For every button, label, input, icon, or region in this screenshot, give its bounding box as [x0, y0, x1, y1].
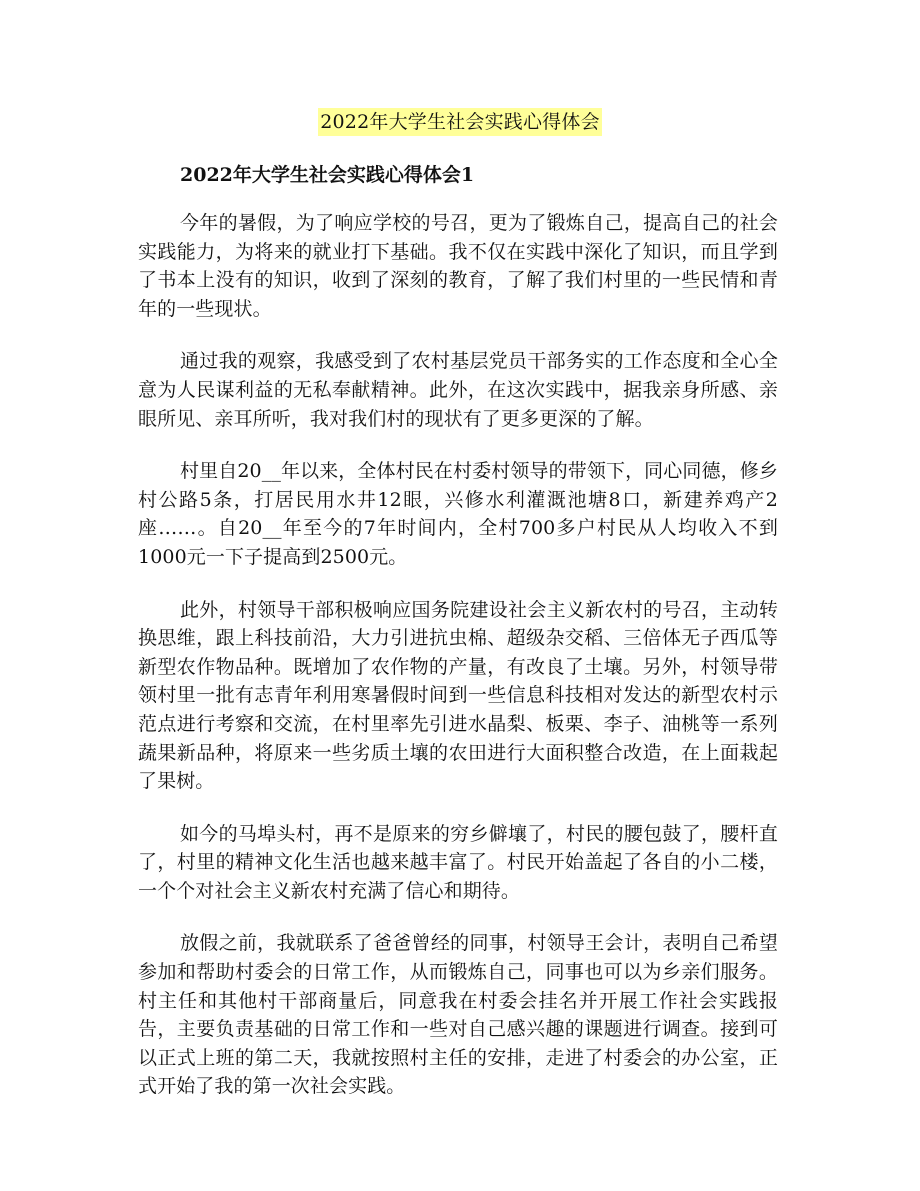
section-heading: 2022年大学生社会实践心得体会1 [180, 164, 475, 186]
body-text [138, 209, 778, 1125]
document-title-wrap [0, 108, 920, 136]
paragraph-1: 今年的暑假，为了响应学校的号召，更为了锻炼自己，提高自己的社会实践能力，为将来的就业打下基础。我不仅在实践中深化了知识，而且学到了书本上没有的知识，收到了深刻的教育，了解了我们村里的一些民情和青年的一些现状。 [138, 212, 778, 320]
paragraph-2: 通过我的观察，我感受到了农村基层党员干部务实的工作态度和全心全意为人民谋利益的无私奉献精神。此外，在这次实践中，据我亲身所感、亲眼所见、亲耳所听，我对我们村的现状有了更多更深的了解。 [138, 350, 778, 430]
paragraph-5: 如今的马埠头村，再不是原来的穷乡僻壤了，村民的腰包鼓了，腰杆直了，村里的精神文化生活也越来越丰富了。村民开始盖起了各自的小二楼，一个个对社会主义新农村充满了信心和期待。 [138, 822, 778, 902]
document-title: 2022年大学生社会实践心得体会 [318, 108, 602, 136]
paragraph-3: 村里自20__年以来，全体村民在村委村领导的带领下，同心同德，修乡村公路5条，打居民用水井12眼，兴修水利灌溉池塘8口，新建养鸡产2座……。自20__年至今的7年时间内，全村700多户村民从人均收入不到1000元一下子提高到2500元。 [138, 460, 778, 568]
paragraph-6: 放假之前，我就联系了爸爸曾经的同事，村领导王会计，表明自己希望参加和帮助村委会的日常工作，从而锻炼自己，同事也可以为乡亲们服务。村主任和其他村干部商量后，同意我在村委会挂名并开展工作社会实践报告，主要负责基础的日常工作和一些对自己感兴趣的课题进行调查。接到可以正式上班的第二天，我就按照村主任的安排，走进了村委会的办公室，正式开始了我的第一次社会实践。 [138, 932, 778, 1098]
paragraph-4: 此外，村领导干部积极响应国务院建设社会主义新农村的号召，主动转换思维，跟上科技前沿，大力引进抗虫棉、超级杂交稻、三倍体无子西瓜等新型农作物品种。既增加了农作物的产量，有改良了土壤。另外，村领导带领村里一批有志青年利用寒暑假时间到一些信息科技相对发达的新型农村示范点进行考察和交流，在村里率先引进水晶梨、板栗、李子、油桃等一系列蔬果新品种，将原来一些劣质土壤的农田进行大面积整合改造，在上面栽起了果树。 [138, 598, 778, 793]
